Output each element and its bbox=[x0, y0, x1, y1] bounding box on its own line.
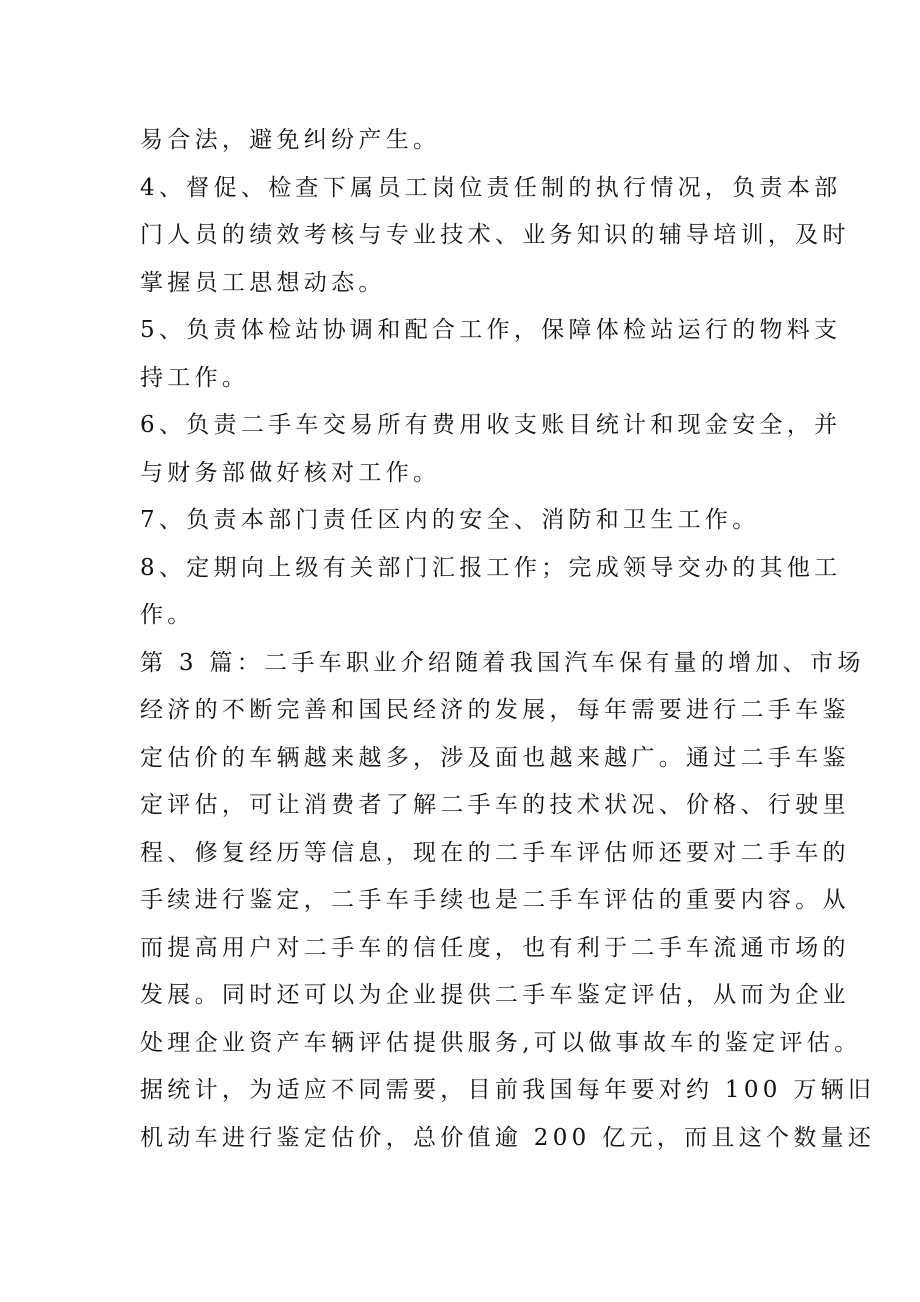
text-line: 4、督促、检查下属员工岗位责任制的执行情况，负责本部 bbox=[140, 174, 842, 201]
text-line: 第 3 篇：二手车职业介绍随着我国汽车保有量的增加、市场 bbox=[140, 649, 865, 676]
text-line: 机动车进行鉴定估价，总价值逾 200 亿元，而且这个数量还 bbox=[140, 1124, 876, 1151]
text-line: 经济的不断完善和国民经济的发展，每年需要进行二手车鉴 bbox=[140, 697, 850, 723]
text-line: 处理企业资产车辆评估提供服务,可以做事故车的鉴定评估。 bbox=[140, 1029, 862, 1056]
text-line: 易合法，避免纠纷产生。 bbox=[140, 127, 441, 153]
text-line: 5、负责体检站协调和配合工作，保障体检站运行的物料支 bbox=[140, 317, 842, 343]
text-line: 发展。同时还可以为企业提供二手车鉴定评估，从而为企业 bbox=[140, 982, 850, 1008]
text-line: 8、定期向上级有关部门汇报工作；完成领导交办的其他工 bbox=[140, 554, 842, 581]
text-line: 而提高用户对二手车的信任度，也有利于二手车流通市场的 bbox=[140, 934, 850, 961]
text-line: 手续进行鉴定，二手车手续也是二手车评估的重要内容。从 bbox=[140, 887, 850, 913]
text-line: 6、负责二手车交易所有费用收支账目统计和现金安全，并 bbox=[140, 412, 842, 438]
text-line: 定评估，可让消费者了解二手车的技术状况、价格、行驶里 bbox=[140, 792, 850, 818]
text-line: 作。 bbox=[140, 602, 195, 628]
text-line: 程、修复经历等信息，现在的二手车评估师还要对二手车的 bbox=[140, 839, 850, 866]
text-line: 持工作。 bbox=[140, 364, 250, 391]
text-line: 掌握员工思想动态。 bbox=[140, 269, 386, 296]
body-text bbox=[140, 117, 876, 1162]
text-line: 定估价的车辆越来越多，涉及面也越来越广。通过二手车鉴 bbox=[140, 744, 850, 771]
text-line: 门人员的绩效考核与专业技术、业务知识的辅导培训，及时 bbox=[140, 222, 850, 248]
text-line: 据统计，为适应不同需要，目前我国每年要对约 100 万辆旧 bbox=[140, 1077, 876, 1103]
text-line: 7、负责本部门责任区内的安全、消防和卫生工作。 bbox=[140, 507, 760, 533]
text-line: 与财务部做好核对工作。 bbox=[140, 459, 441, 486]
